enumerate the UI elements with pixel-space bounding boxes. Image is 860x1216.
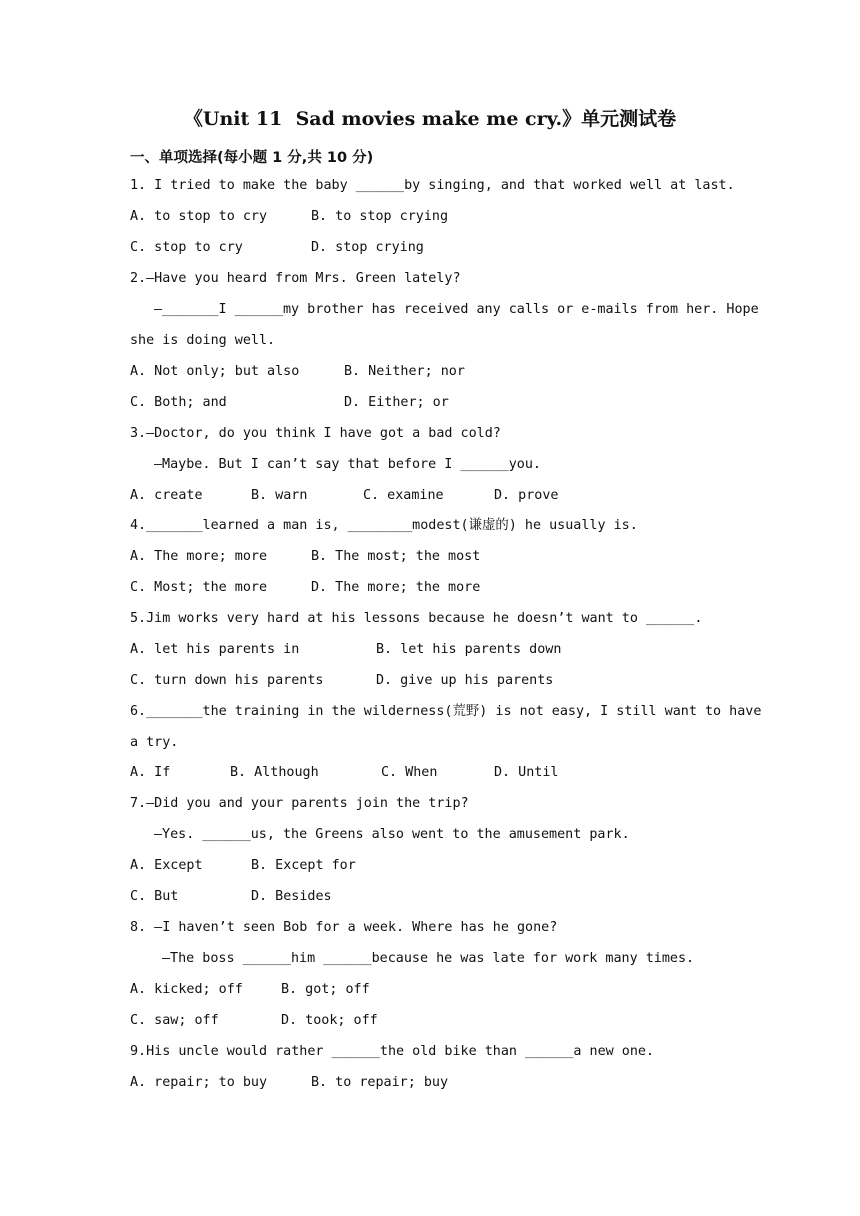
question-7-stem: 7.—Did you and your parents join the trip?: [130, 796, 469, 811]
question-4-option-d: D. The more; the more: [311, 580, 481, 595]
question-4-option-c: C. Most; the more: [130, 580, 268, 595]
question-2-continuation: she is doing well.: [130, 333, 276, 348]
question-5-option-a: A. let his parents in: [130, 642, 300, 657]
question-6-option-d: D. Until: [494, 765, 559, 780]
question-8-answer-line: —The boss ______him ______because he was late for work many times.: [162, 951, 695, 966]
question-2-answer-line: —_______I ______my brother has received any calls or e-mails from her. Hope: [154, 302, 759, 317]
question-3-answer-line: —Maybe. But I can’t say that before I ______you.: [154, 457, 541, 472]
question-1-option-b: B. to stop crying: [311, 209, 449, 224]
question-9-option-b: B. to repair; buy: [311, 1075, 449, 1090]
question-3-option-c: C. examine: [363, 488, 444, 503]
question-2-option-a: A. Not only; but also: [130, 364, 300, 379]
question-5-option-d: D. give up his parents: [376, 673, 554, 688]
question-2-option-c: C. Both; and: [130, 395, 227, 410]
question-5-option-b: B. let his parents down: [376, 642, 562, 657]
question-1-option-a: A. to stop to cry: [130, 209, 268, 224]
question-3-option-b: B. warn: [251, 488, 308, 503]
question-7-option-d: D. Besides: [251, 889, 332, 904]
question-5-option-c: C. turn down his parents: [130, 673, 324, 688]
question-8-option-d: D. took; off: [281, 1013, 378, 1028]
question-3-option-d: D. prove: [494, 488, 559, 503]
question-6-continuation: a try.: [130, 735, 179, 750]
question-4-option-b: B. The most; the most: [311, 549, 481, 564]
question-9-stem: 9.His uncle would rather ______the old bike than ______a new one.: [130, 1044, 655, 1059]
question-4-option-a: A. The more; more: [130, 549, 268, 564]
question-6-option-c: C. When: [381, 765, 438, 780]
question-7-option-a: A. Except: [130, 858, 203, 873]
question-9-option-a: A. repair; to buy: [130, 1075, 268, 1090]
section-heading: 一、单项选择(每小题 1 分,共 10 分): [130, 150, 374, 166]
question-3-stem: 3.—Doctor, do you think I have got a bad cold?: [130, 426, 501, 441]
question-7-option-b: B. Except for: [251, 858, 356, 873]
question-8-stem: 8. —I haven’t seen Bob for a week. Where has he gone?: [130, 920, 558, 935]
question-6-stem: 6._______the training in the wilderness(荒野) is not easy, I still want to have: [130, 704, 762, 719]
question-1-option-c: C. stop to cry: [130, 240, 243, 255]
question-2-option-d: D. Either; or: [344, 395, 449, 410]
question-1-option-d: D. stop crying: [311, 240, 424, 255]
question-8-option-b: B. got; off: [281, 982, 370, 997]
question-7-answer-line: —Yes. ______us, the Greens also went to the amusement park.: [154, 827, 630, 842]
question-8-option-a: A. kicked; off: [130, 982, 243, 997]
question-5-stem: 5.Jim works very hard at his lessons because he doesn’t want to ______.: [130, 611, 703, 626]
question-4-stem: 4._______learned a man is, ________modest(谦虚的) he usually is.: [130, 518, 638, 533]
question-2-stem: 2.—Have you heard from Mrs. Green lately?: [130, 271, 461, 286]
page-title: 《Unit 11 Sad movies make me cry.》单元测试卷: [183, 108, 677, 130]
question-7-option-c: C. But: [130, 889, 179, 904]
question-6-option-a: A. If: [130, 765, 171, 780]
question-2-option-b: B. Neither; nor: [344, 364, 465, 379]
question-3-option-a: A. create: [130, 488, 203, 503]
question-1-stem: 1. I tried to make the baby ______by singing, and that worked well at last.: [130, 178, 735, 193]
question-8-option-c: C. saw; off: [130, 1013, 219, 1028]
question-6-option-b: B. Although: [230, 765, 319, 780]
